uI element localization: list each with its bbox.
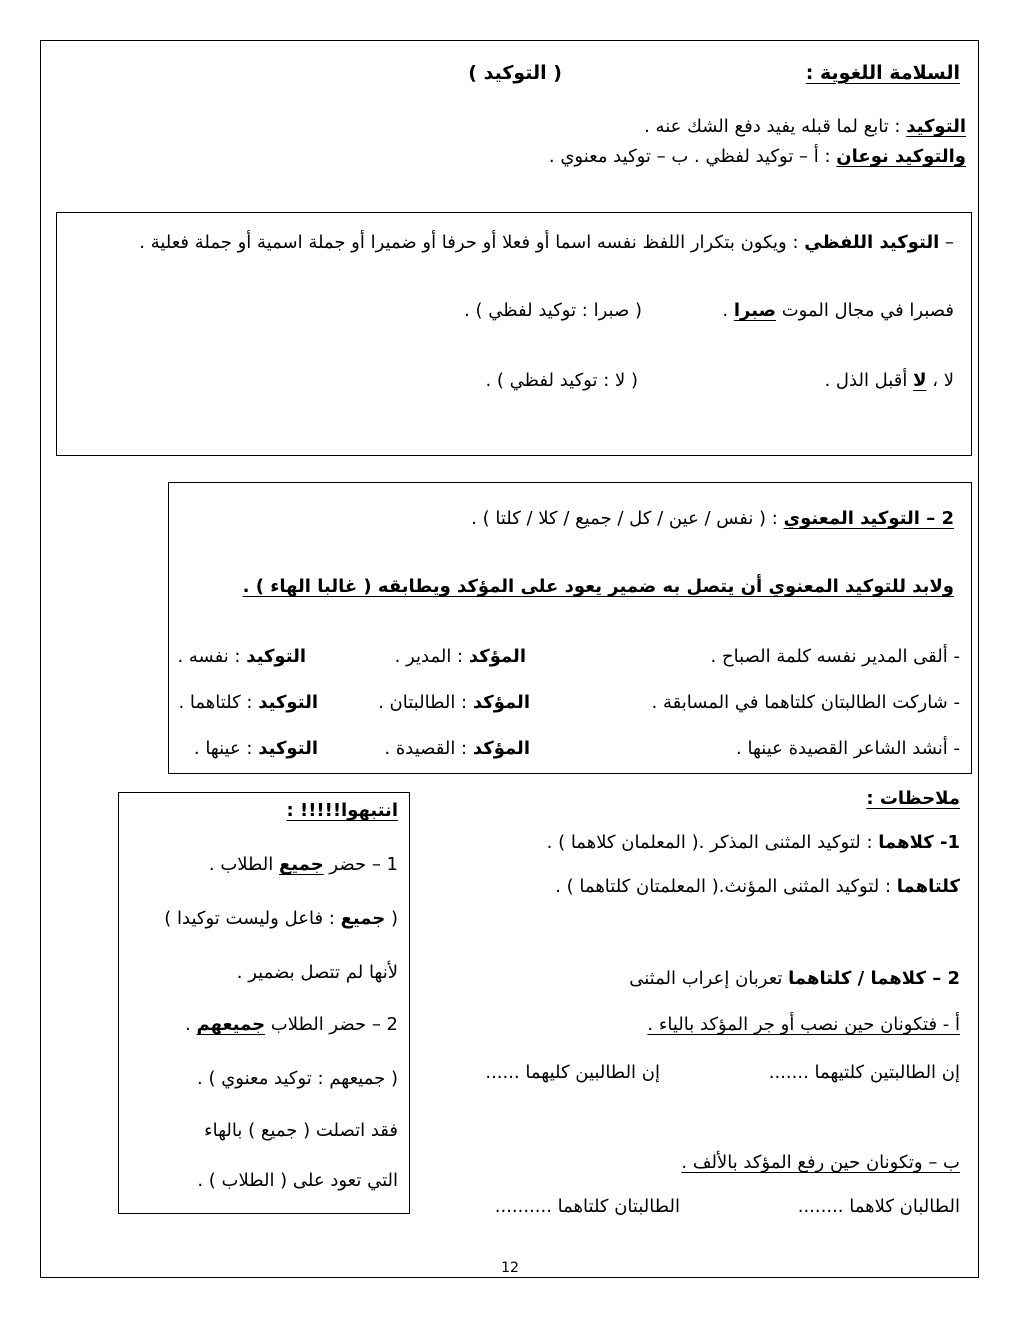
tawkid-value: : عينها .	[193, 738, 259, 759]
section-title: السلامة اللغوية :	[805, 62, 960, 84]
note-2a-example-2: إن الطالبين كليهما ......	[485, 1062, 660, 1083]
attention-l2-post: : فاعل وليست توكيدا )	[164, 908, 341, 929]
example-sentence: شاركت الطالبتان كلتاهما في المسابقة .	[651, 692, 948, 713]
tawkid-value: : نفسه .	[177, 646, 247, 667]
attention-l2-word: جميع	[340, 908, 386, 929]
note-2-prefix: 2 –	[925, 968, 960, 989]
types-term: والتوكيد نوعان	[836, 146, 966, 167]
semantic-words: : ( نفس / عين / كل / جميع / كلا / كلتا ) .	[471, 508, 784, 529]
topic-title: ( التوكيد )	[468, 62, 562, 84]
note-1b-text: : لتوكيد المثنى المؤنث.( المعلمتان كلتاهما ) .	[555, 876, 897, 897]
definition-term: التوكيد	[906, 116, 966, 137]
verbal-definition	[139, 232, 954, 253]
note-1b	[555, 876, 960, 897]
example-sentence: ألقى المدير نفسه كلمة الصباح .	[710, 646, 948, 667]
semantic-rule: ولابد للتوكيد المعنوي أن يتصل به ضمير يعود على المؤكد ويطابقه ( غالبا الهاء ) .	[242, 576, 954, 597]
semantic-words-line	[471, 508, 954, 529]
example-tawkid	[194, 738, 318, 759]
attention-l2-pre: (	[385, 908, 398, 929]
attention-title: انتبهوا!!!!! :	[286, 800, 398, 821]
note-2b: ب – وتكونان حين رفع المؤكد بالألف .	[681, 1152, 960, 1173]
definition-line	[644, 116, 966, 137]
note-1-text: : لتوكيد المثنى المذكر .( المعلمان كلاهما ) .	[546, 832, 879, 853]
note-2-term: كلاهما / كلتاهما	[788, 968, 926, 989]
semantic-example-row: - ألقى المدير نفسه كلمة الصباح .	[710, 646, 960, 667]
example-muakkad	[395, 646, 526, 667]
verbal-ex1-end: .	[722, 300, 734, 321]
verbal-ex1-word: صبرا	[733, 300, 776, 321]
verbal-ex2-end: أقبل الذل .	[824, 370, 914, 391]
attention-l4-pre: 2 – حضر الطلاب	[265, 1014, 398, 1035]
verbal-example-1-note: ( صبرا : توكيد لفظي ) .	[464, 300, 642, 321]
attention-line-3: لأنها لم تتصل بضمير .	[236, 962, 398, 983]
tawkid-label: التوكيد	[246, 646, 306, 667]
definition-text: : تابع لما قبله يفيد دفع الشك عنه .	[644, 116, 907, 137]
tawkid-value: : كلتاهما .	[178, 692, 259, 713]
example-tawkid	[177, 646, 306, 667]
verbal-term: التوكيد اللفظي	[804, 232, 940, 253]
note-2b-example-1: الطالبان كلاهما ........	[797, 1196, 960, 1217]
attention-line-6: فقد اتصلت ( جميع ) بالهاء	[204, 1120, 398, 1141]
note-2a-example-1: إن الطالبتين كلتيهما .......	[768, 1062, 960, 1083]
example-sentence: أنشد الشاعر القصيدة عينها .	[736, 738, 948, 759]
semantic-term: 2 – التوكيد المعنوي	[783, 508, 954, 529]
types-text: : أ – توكيد لفظي . ب – توكيد معنوي .	[548, 146, 837, 167]
attention-l1-word: جميع	[279, 854, 324, 875]
note-1b-term: كلتاهما	[896, 876, 960, 897]
types-line	[549, 146, 966, 167]
note-2b-example-2: الطالبتان كلتاهما ..........	[494, 1196, 680, 1217]
verbal-example-2-note: ( لا : توكيد لفظي ) .	[485, 370, 638, 391]
note-2-text: تعربان إعراب المثنى	[629, 968, 789, 989]
muakkad-label: المؤكد	[468, 646, 526, 667]
muakkad-label: المؤكد	[472, 738, 530, 759]
verbal-ex2-text: لا ،	[926, 370, 954, 391]
semantic-example-row: - شاركت الطالبتان كلتاهما في المسابقة .	[651, 692, 960, 713]
muakkad-value: : الطالبتان .	[378, 692, 473, 713]
verbal-ex1-text: فصبرا في مجال الموت	[775, 300, 954, 321]
tawkid-label: التوكيد	[258, 692, 318, 713]
note-2	[629, 968, 960, 989]
verbal-example-1	[722, 300, 954, 321]
attention-line-4	[185, 1014, 398, 1035]
attention-l1-pre: 1 – حضر	[323, 854, 398, 875]
muakkad-value: : القصيدة .	[384, 738, 473, 759]
attention-l1-post: الطلاب .	[208, 854, 280, 875]
attention-line-5: ( جميعهم : توكيد معنوي ) .	[197, 1068, 398, 1089]
attention-line-7: التي تعود على ( الطلاب ) .	[197, 1170, 398, 1191]
attention-l4-word: جميعهم	[196, 1014, 266, 1035]
note-2a: أ - فتكونان حين نصب أو جر المؤكد بالياء .	[647, 1014, 960, 1035]
verbal-example-2	[824, 370, 954, 391]
attention-line-2	[164, 908, 398, 929]
muakkad-label: المؤكد	[472, 692, 530, 713]
attention-l4-post: .	[185, 1014, 197, 1035]
muakkad-value: : المدير .	[394, 646, 469, 667]
verbal-ex2-word: لا	[913, 370, 927, 391]
page-number: 12	[501, 1260, 519, 1276]
note-1-term: 1- كلاهما	[878, 832, 960, 853]
example-muakkad	[384, 738, 530, 759]
semantic-example-row: - أنشد الشاعر القصيدة عينها .	[736, 738, 960, 759]
note-1	[547, 832, 960, 853]
example-muakkad	[378, 692, 530, 713]
attention-line-1	[209, 854, 398, 875]
notes-title: ملاحظات :	[866, 788, 960, 809]
example-tawkid	[178, 692, 318, 713]
verbal-def-text: : ويكون بتكرار اللفظ نفسه اسما أو فعلا أو حرفا أو ضميرا أو جملة اسمية أو جملة فعلية .	[139, 232, 805, 253]
verbal-dash: –	[939, 232, 954, 253]
tawkid-label: التوكيد	[258, 738, 318, 759]
